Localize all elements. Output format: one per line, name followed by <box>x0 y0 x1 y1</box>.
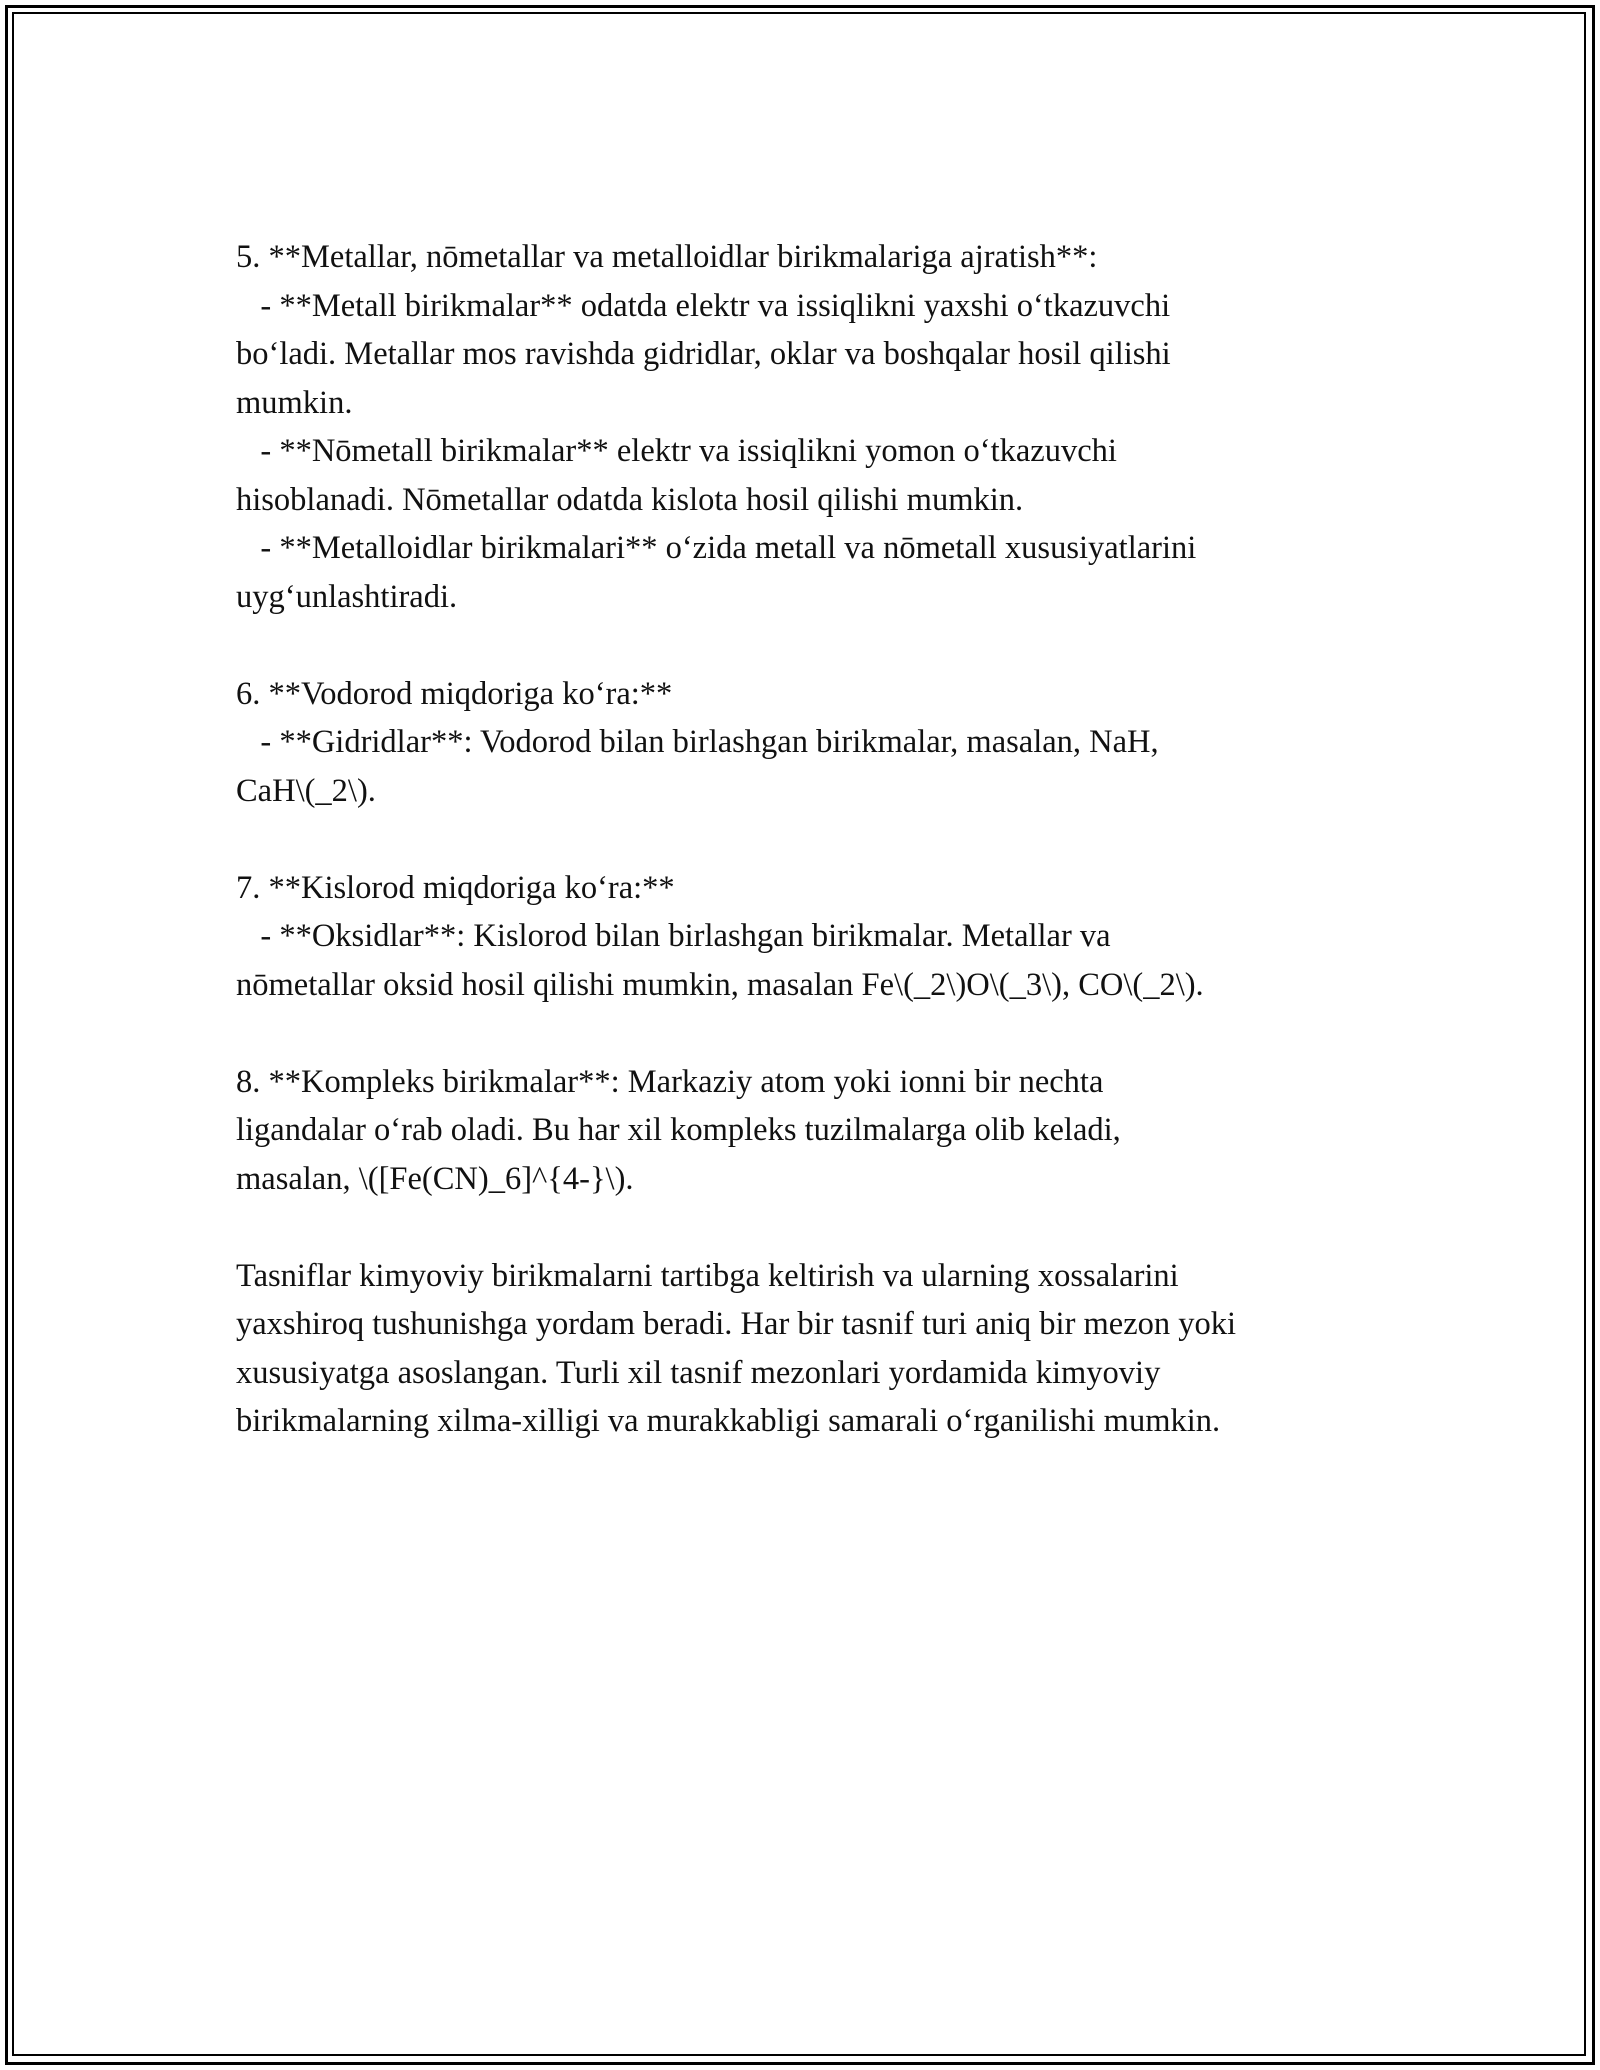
text-line: mumkin. <box>236 384 353 421</box>
text-line: - **Gidridlar**: Vodorod bilan birlashgan birikmalar, masalan, NaH, <box>236 724 1159 760</box>
text-line: - **Nōmetall birikmalar** elektr va issiqlikni yomon o‘tkazuvchi <box>236 433 1117 469</box>
paragraph-spacer <box>236 1009 1386 1058</box>
text-line: - **Metall birikmalar** odatda elektr va issiqlikni yaxshi o‘tkazuvchi <box>236 287 1171 324</box>
section-metals-nonmetals <box>236 233 1386 621</box>
text-line: yaxshiroq tushunishga yordam beradi. Har bir tasnif turi aniq bir mezon yoki <box>236 1306 1237 1342</box>
paragraph-spacer <box>236 815 1386 864</box>
text-line: birikmalarning xilma-xilligi va murakkabligi samarali o‘rganilishi mumkin. <box>236 1403 1221 1439</box>
section-heading: 5. **Metallar, nōmetallar va metalloidlar birikmalariga ajratish**: <box>236 239 1098 275</box>
section-heading: 8. **Kompleks birikmalar**: Markaziy atom yoki ionni bir nechta <box>236 1063 1104 1100</box>
section-oxygen <box>236 864 1386 1010</box>
section-conclusion <box>236 1252 1386 1446</box>
text-line: nōmetallar oksid hosil qilishi mumkin, masalan Fe\(_2\)O\(_3\), CO\(_2\). <box>236 966 1204 1003</box>
text-line: CaH\(_2\). <box>236 772 376 809</box>
text-line: - **Metalloidlar birikmalari** o‘zida metall va nōmetall xususiyatlarini <box>236 530 1197 566</box>
section-heading: 7. **Kislorod miqdoriga ko‘ra:** <box>236 869 675 906</box>
paragraph-spacer <box>236 621 1386 670</box>
text-line: bo‘ladi. Metallar mos ravishda gidridlar, oklar va boshqalar hosil qilishi <box>236 336 1171 372</box>
text-line: Tasniflar kimyoviy birikmalarni tartibga keltirish va ularning xossalarini <box>236 1257 1179 1294</box>
text-line: ligandalar o‘rab oladi. Bu har xil kompleks tuzilmalarga olib keladi, <box>236 1112 1121 1148</box>
text-line: hisoblanadi. Nōmetallar odatda kislota hosil qilishi mumkin. <box>236 481 1024 518</box>
text-line: - **Oksidlar**: Kislorod bilan birlashgan birikmalar. Metallar va <box>236 918 1111 954</box>
document-body <box>236 233 1386 1446</box>
section-heading: 6. **Vodorod miqdoriga ko‘ra:** <box>236 675 673 712</box>
paragraph-spacer <box>236 1203 1386 1252</box>
text-line: uyg‘unlashtiradi. <box>236 578 458 615</box>
section-complex-compounds <box>236 1058 1386 1204</box>
text-line: xususiyatga asoslangan. Turli xil tasnif mezonlari yordamida kimyoviy <box>236 1354 1161 1391</box>
text-line: masalan, \([Fe(CN)_6]^{4-}\). <box>236 1160 634 1197</box>
section-hydrogen <box>236 670 1386 816</box>
